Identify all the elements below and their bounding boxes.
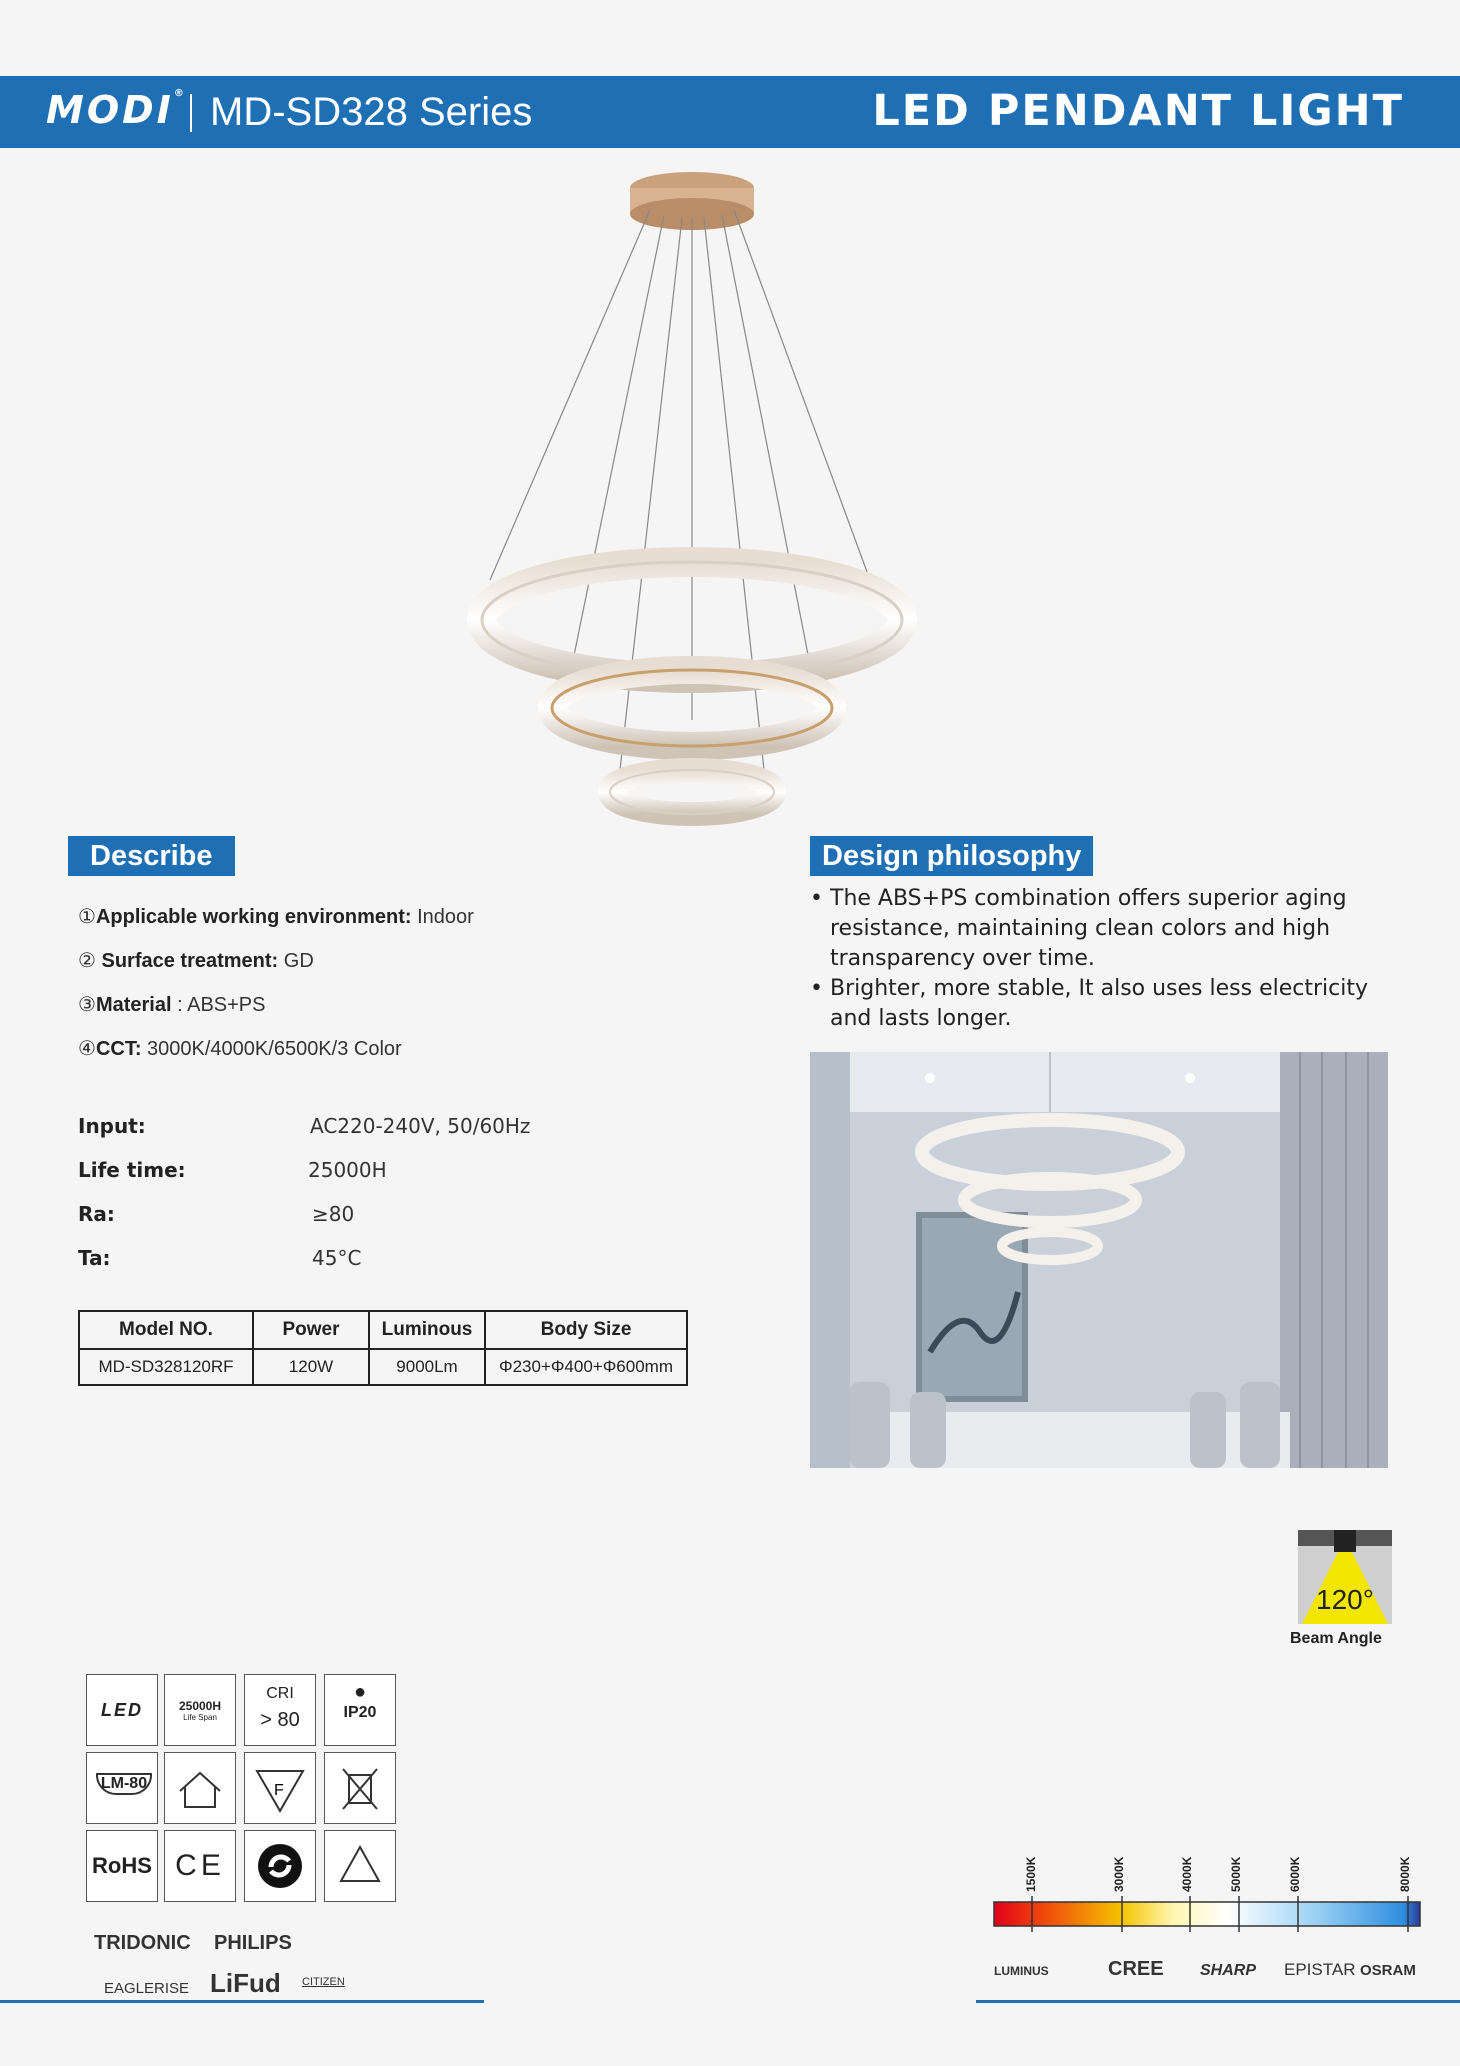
spec-label: Ta: — [78, 1246, 111, 1270]
design-title: Design philosophy — [810, 836, 1093, 876]
spec-label: Input: — [78, 1114, 146, 1138]
svg-text:F: F — [274, 1782, 284, 1799]
lifespan-icon: 25000H Life Span — [164, 1674, 236, 1746]
table-header: Body Size — [485, 1311, 687, 1349]
product-image — [460, 160, 920, 840]
cri-icon: CRI > 80 — [244, 1674, 316, 1746]
describe-item: ①Applicable working environment: Indoor — [78, 906, 474, 928]
spec-label: Life time: — [78, 1158, 186, 1182]
describe-title: Describe — [68, 836, 235, 876]
ip20-icon: ● IP20 — [324, 1674, 396, 1746]
cct-tick-label: 6000K — [1288, 1856, 1302, 1892]
brand-logo: MODI® — [46, 88, 187, 132]
describe-item: ③Material : ABS+PS — [78, 994, 266, 1016]
f-mark-icon — [244, 1752, 316, 1824]
table-header: Luminous — [369, 1311, 485, 1349]
footer-line-left — [0, 2000, 484, 2003]
recycle-icon — [324, 1830, 396, 1902]
table-header-row — [79, 1311, 687, 1349]
design-bullet: • The ABS+PS combination offers superior aging resistance, maintaining clean colors and high transparency over time. — [810, 886, 1347, 971]
lm80-icon: LM-80 — [86, 1752, 158, 1824]
footer-line-right — [976, 2000, 1460, 2003]
cct-tick-label: 5000K — [1229, 1856, 1243, 1892]
describe-item: ② Surface treatment: GD — [78, 950, 314, 972]
weee-bin-icon — [324, 1752, 396, 1824]
design-bullet: • Brighter, more stable, It also uses less electricity and lasts longer. — [810, 976, 1368, 1031]
table-cell: MD-SD328120RF — [79, 1349, 253, 1385]
ce-icon: CE — [164, 1830, 236, 1902]
table-row — [79, 1349, 687, 1385]
describe-item: ④CCT: 3000K/4000K/6500K/3 Color — [78, 1038, 402, 1060]
spec-value: 45°C — [312, 1246, 362, 1270]
brand-osram: OSRAM — [1360, 1962, 1416, 1979]
cct-tick-label: 3000K — [1112, 1856, 1126, 1892]
brand-luminus: LUMINUS — [994, 1964, 1049, 1978]
product-type: LED PENDANT LIGHT — [872, 86, 1404, 136]
brand-citizen: CITIZEN — [302, 1976, 345, 1988]
spec-table — [78, 1310, 688, 1386]
brand-tridonic: TRIDONIC — [94, 1932, 191, 1954]
series-title: MD-SD328 Series — [210, 90, 533, 134]
room-photo — [810, 1052, 1388, 1468]
water-drop-icon: ● — [353, 1681, 367, 1703]
brand-cree: CREE — [1108, 1958, 1164, 1980]
brand-sharp: SHARP — [1200, 1962, 1257, 1979]
brand-eaglerise: EAGLERISE — [104, 1980, 190, 1997]
table-cell: Φ230+Φ400+Φ600mm — [485, 1349, 687, 1385]
brand-philips: PHILIPS — [214, 1932, 292, 1954]
table-header: Model NO. — [79, 1311, 253, 1349]
bullet-dot-icon: • — [810, 976, 823, 1001]
spec-value: 25000H — [308, 1158, 387, 1182]
spec-value: AC220-240V, 50/60Hz — [310, 1114, 531, 1138]
cct-tick-label: 1500K — [1024, 1856, 1038, 1892]
table-cell: 120W — [253, 1349, 369, 1385]
spec-label: Ra: — [78, 1202, 115, 1226]
bullet-dot-icon: • — [810, 886, 823, 911]
table-header: Power — [253, 1311, 369, 1349]
green-dot-icon — [244, 1830, 316, 1902]
spec-value: ≥80 — [312, 1202, 355, 1226]
beam-angle-label: Beam Angle — [1290, 1630, 1382, 1647]
brand-lifud: LiFud — [210, 1968, 281, 1998]
beam-angle-value: 120° — [1316, 1584, 1374, 1615]
header-divider — [190, 94, 192, 132]
rohs-icon: RoHS — [86, 1830, 158, 1902]
cct-color-bar — [992, 1896, 1422, 1940]
indoor-house-icon — [164, 1752, 236, 1824]
cct-tick-label: 4000K — [1180, 1856, 1194, 1892]
brand-epistar: EPISTAR — [1284, 1960, 1356, 1979]
cct-tick-label: 8000K — [1398, 1856, 1412, 1892]
table-cell: 9000Lm — [369, 1349, 485, 1385]
led-cert-icon: LED — [86, 1674, 158, 1746]
